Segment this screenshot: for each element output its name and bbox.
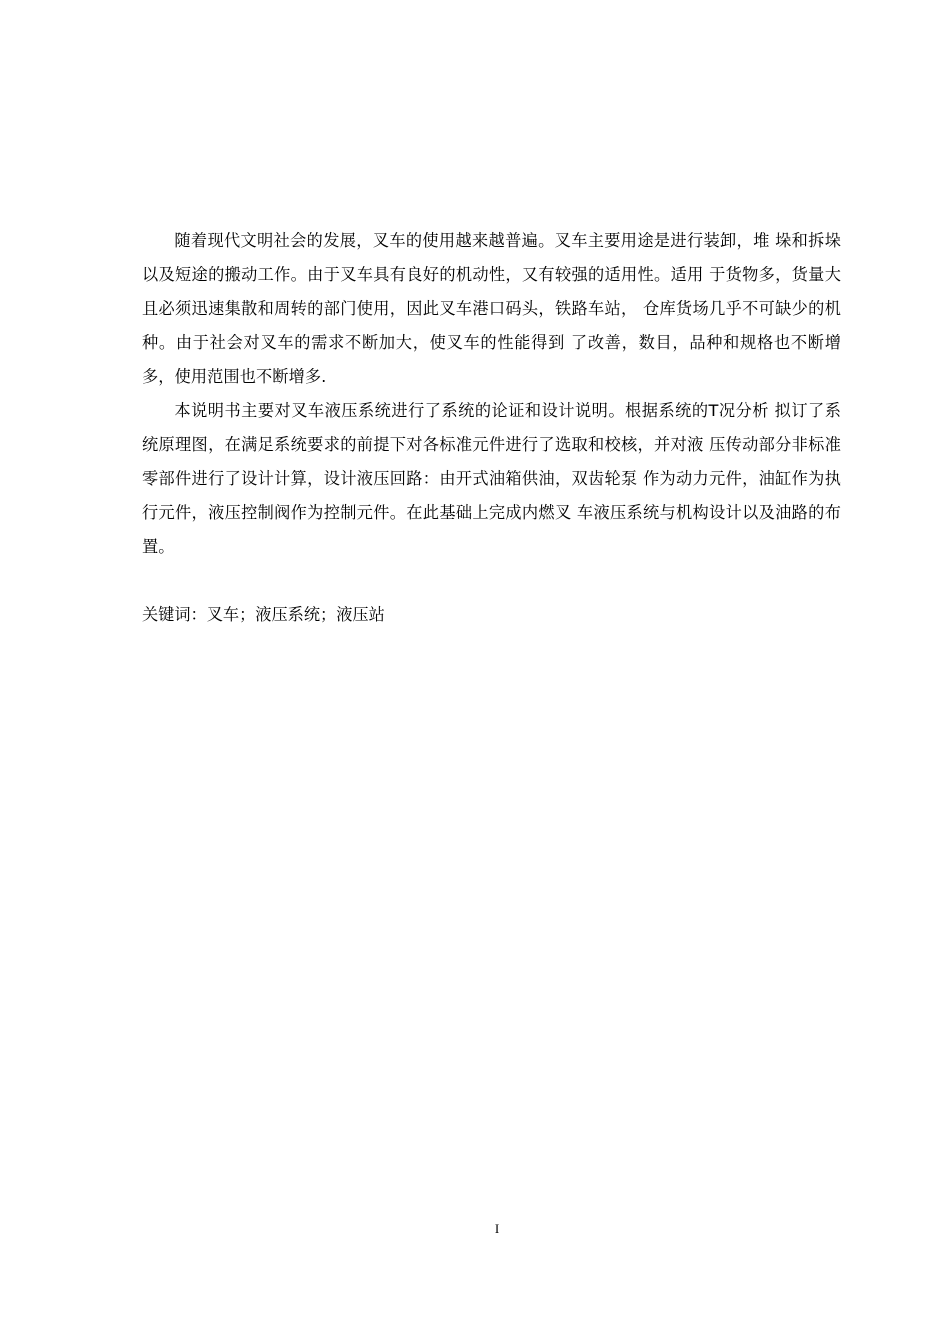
abstract-paragraph-1: 随着现代文明社会的发展，叉车的使用越来越普遍。叉车主要用途是进行装卸，堆 垛和拆垛以及短途的搬动工作。由于叉车具有良好的机动性，又有较强的适用性。适用 于货物多，货量大且必须迅速集散和周转的部门使用，因此叉车港口码头，铁路车站， 仓库货场几乎不可缺少的机种。由于社会对叉车的需求不断加大，使叉车的性能得到 了改善，数目，品种和规格也不断增多，使用范围也不断增多. [142, 231, 841, 386]
page-number: I [494, 1221, 500, 1236]
abstract-body [142, 224, 841, 632]
keywords-line: 关键词：叉车；液压系统；液压站 [142, 605, 385, 624]
abstract-paragraph-2: 本说明书主要对叉车液压系统进行了系统的论证和设计说明。根据系统的T况分析 拟订了系统原理图，在满足系统要求的前提下对各标准元件进行了选取和校核，并对液 压传动部分非标准零部件进行了设计计算，设计液压回路：由开式油箱供油，双齿轮泵 作为动力元件，油缸作为执行元件，液压控制阀作为控制元件。在此基础上完成内燃叉 车液压系统与机构设计以及油路的布置。 [142, 401, 841, 556]
